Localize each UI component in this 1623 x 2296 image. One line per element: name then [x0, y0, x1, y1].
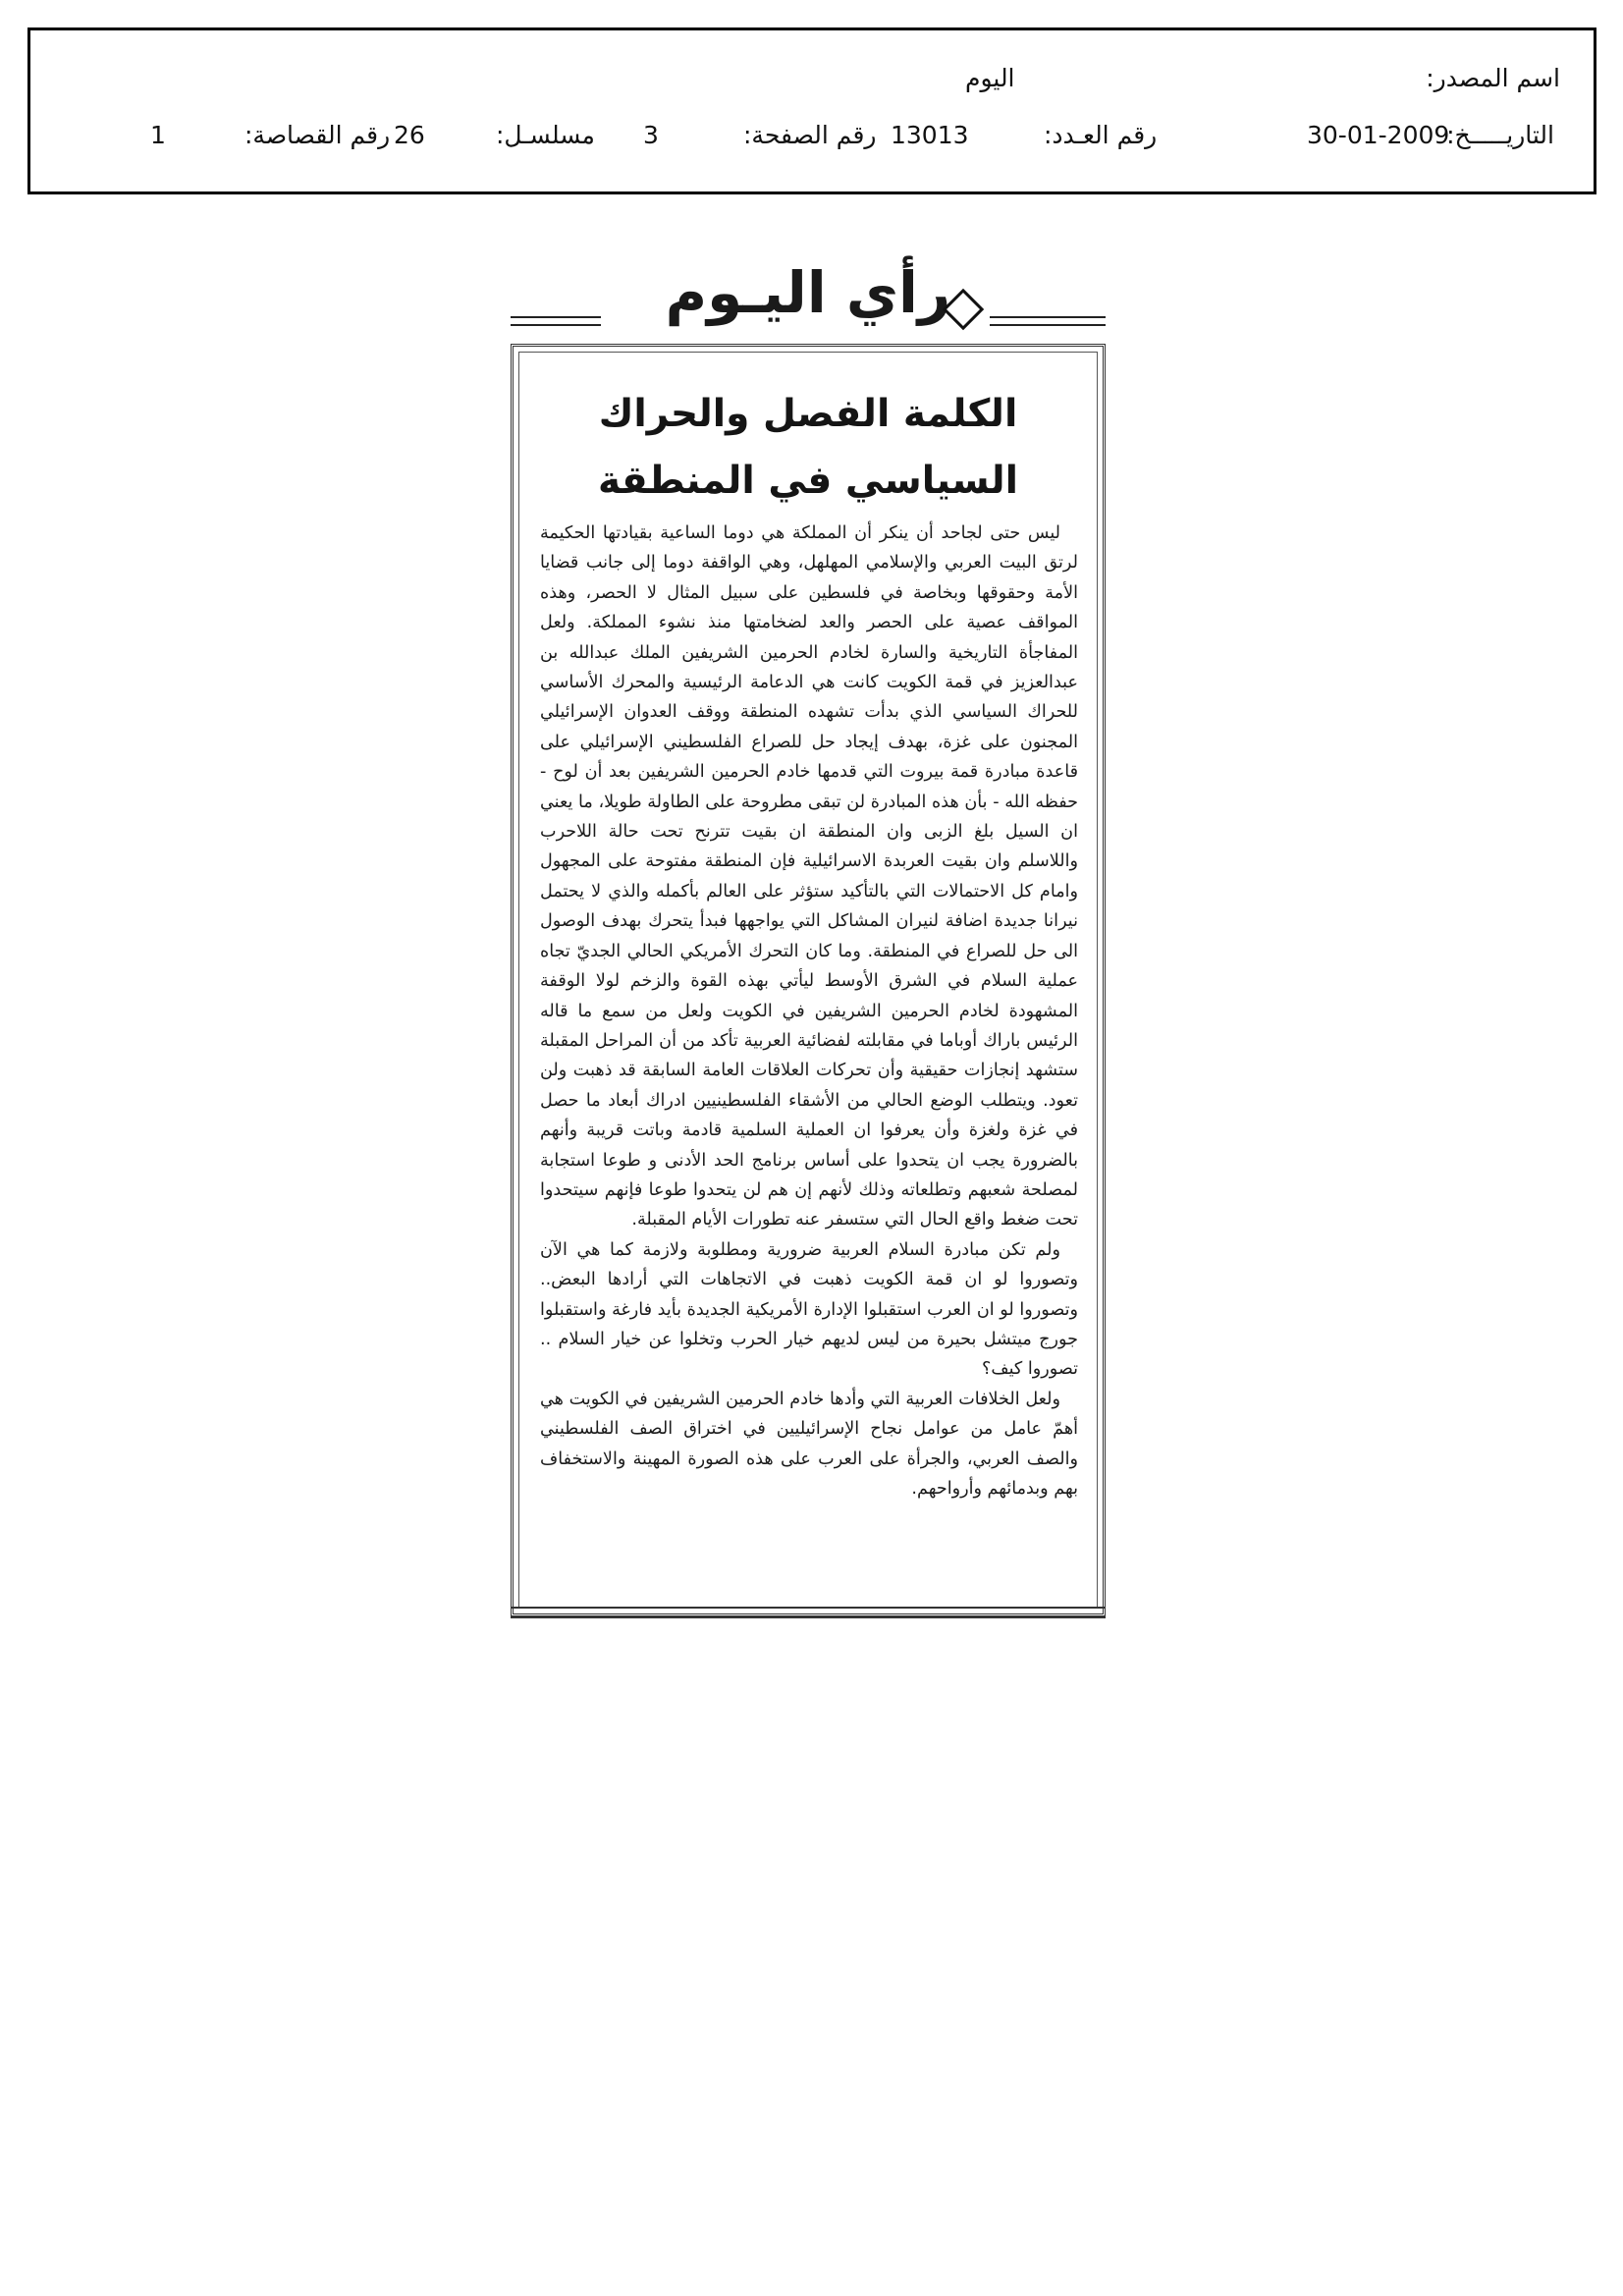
article-paragraph: ولم تكن مبادرة السلام العربية ضرورية ومطلوبة ولازمة كما هي الآن وتصوروا لو ان قمة الكويت ذهبت في الاتجاهات التي أرادها البعض.. وتصوروا لو ان العرب استقبلوا الإدارة الأمريكية الجديدة بأيد فارغة واستقبلوا جورج ميتشل بحيرة من ليس لديهم خيار الحرب وتخلوا عن خيار السلام .. تصوروا كيف؟	[540, 1239, 1078, 1380]
date-label: التاريـــــخ:	[1446, 121, 1554, 149]
article-paragraph: ولعل الخلافات العربية التي وأدها خادم الحرمين الشريفين في الكويت هي أهمّ عامل من عوامل نجاح الإسرائيليين في اختراق الصف الفلسطيني والصف العربي، والجرأة على العرب على هذه الصورة المهينة والاستخفاف بهم وبدمائهم وأرواحهم.	[540, 1389, 1078, 1499]
masthead	[505, 253, 1111, 340]
article-body	[540, 519, 1078, 1503]
clip-label: رقم القصاصة:	[244, 121, 391, 149]
page-label: رقم الصفحة:	[743, 121, 877, 149]
bottom-rule	[511, 1607, 1106, 1618]
masthead-title: رأي اليـوم	[665, 259, 951, 326]
source-value: اليوم	[965, 64, 1015, 92]
issue-value: 13013	[891, 121, 969, 149]
serial-value: 26	[394, 121, 425, 149]
article-headline: الكلمة الفصل والحراك السياسي في المنطقة	[597, 392, 1018, 503]
date-value: 30-01-2009	[1307, 121, 1450, 149]
article-paragraph: ليس حتى لجاحد أن ينكر أن المملكة هي دوما الساعية بقيادتها الحكيمة لرتق البيت العربي والإسلامي المهلهل، وهي الواقفة دوما إلى جانب قضايا الأمة وحقوقها وبخاصة في فلسطين على سبيل المثال لا الحصر، وهذه المواقف عصية على الحصر والعد لضخامتها منذ نشوء المملكة. ولعل المفاجأة التاريخية والسارة لخادم الحرمين الشريفين الملك عبدالله بن عبدالعزيز في قمة الكويت كانت هي الدعامة الرئيسية والمحرك الأساسي للحراك السياسي الذي بدأت تشهده المنطقة ووقف العدوان الإسرائيلي المجنون على غزة، بهدف إيجاد حل للصراع الفلسطيني الإسرائيلي على قاعدة مبادرة قمة بيروت التي قدمها خادم الحرمين الشريفين بعد أن لوح - حفظه الله - بأن هذه المبادرة لن تبقى مطروحة على الطاولة طويلا، ما يعني ان السيل بلغ الزبى وان المنطقة ان بقيت تترنح تحت حالة اللاحرب واللاسلم وان بقيت العربدة الاسرائيلية فإن المنطقة مفتوحة على المجهول وامام كل الاحتمالات التي بالتأكيد ستؤثر على العالم بأكمله والذي لا يحتمل نيرانا جديدة اضافة لنيران المشاكل التي يواجهها فبدأ يتحرك بهدف الوصول الى حل للصراع في المنطقة. وما كان التحرك الأمريكي الحالي الجديّ تجاه عملية السلام في الشرق الأوسط ليأتي بهذه القوة والزخم لولا الوقفة المشهودة لخادم الحرمين الشريفين في الكويت ولعل من سمع ما قاله الرئيس باراك أوباما في مقابلته لفضائية العربية تأكد من أن المراحل المقبلة ستشهد إنجازات حقيقية وأن تحركات العلاقات العامة السابقة قد ذهبت ولن تعود. ويتطلب الوضع الحالي من الأشقاء الفلسطينيين ادراك أبعاد ما حصل في غزة ولغزة وأن يعرفوا ان العملية السلمية قادمة وباتت قريبة وأنهم بالضرورة يجب ان يتحدوا على أساس برنامج الحد الأدنى و طوعا استجابة لمصلحة شعبهم وتطلعاته وذلك لأنهم إن هم لن يتحدوا طوعا فإنهم سيتحدوا تحت ضغط واقع الحال التي ستسفر عنه تطورات الأيام المقبلة.	[540, 523, 1078, 1230]
source-label: اسم المصدر:	[1426, 64, 1560, 92]
newspaper-clipping	[505, 253, 1111, 1622]
clip-value: 1	[150, 121, 166, 149]
serial-label: مسلسـل:	[496, 121, 595, 149]
page-value: 3	[643, 121, 659, 149]
metadata-box	[27, 27, 1596, 194]
issue-label: رقم العـدد:	[1044, 121, 1158, 149]
